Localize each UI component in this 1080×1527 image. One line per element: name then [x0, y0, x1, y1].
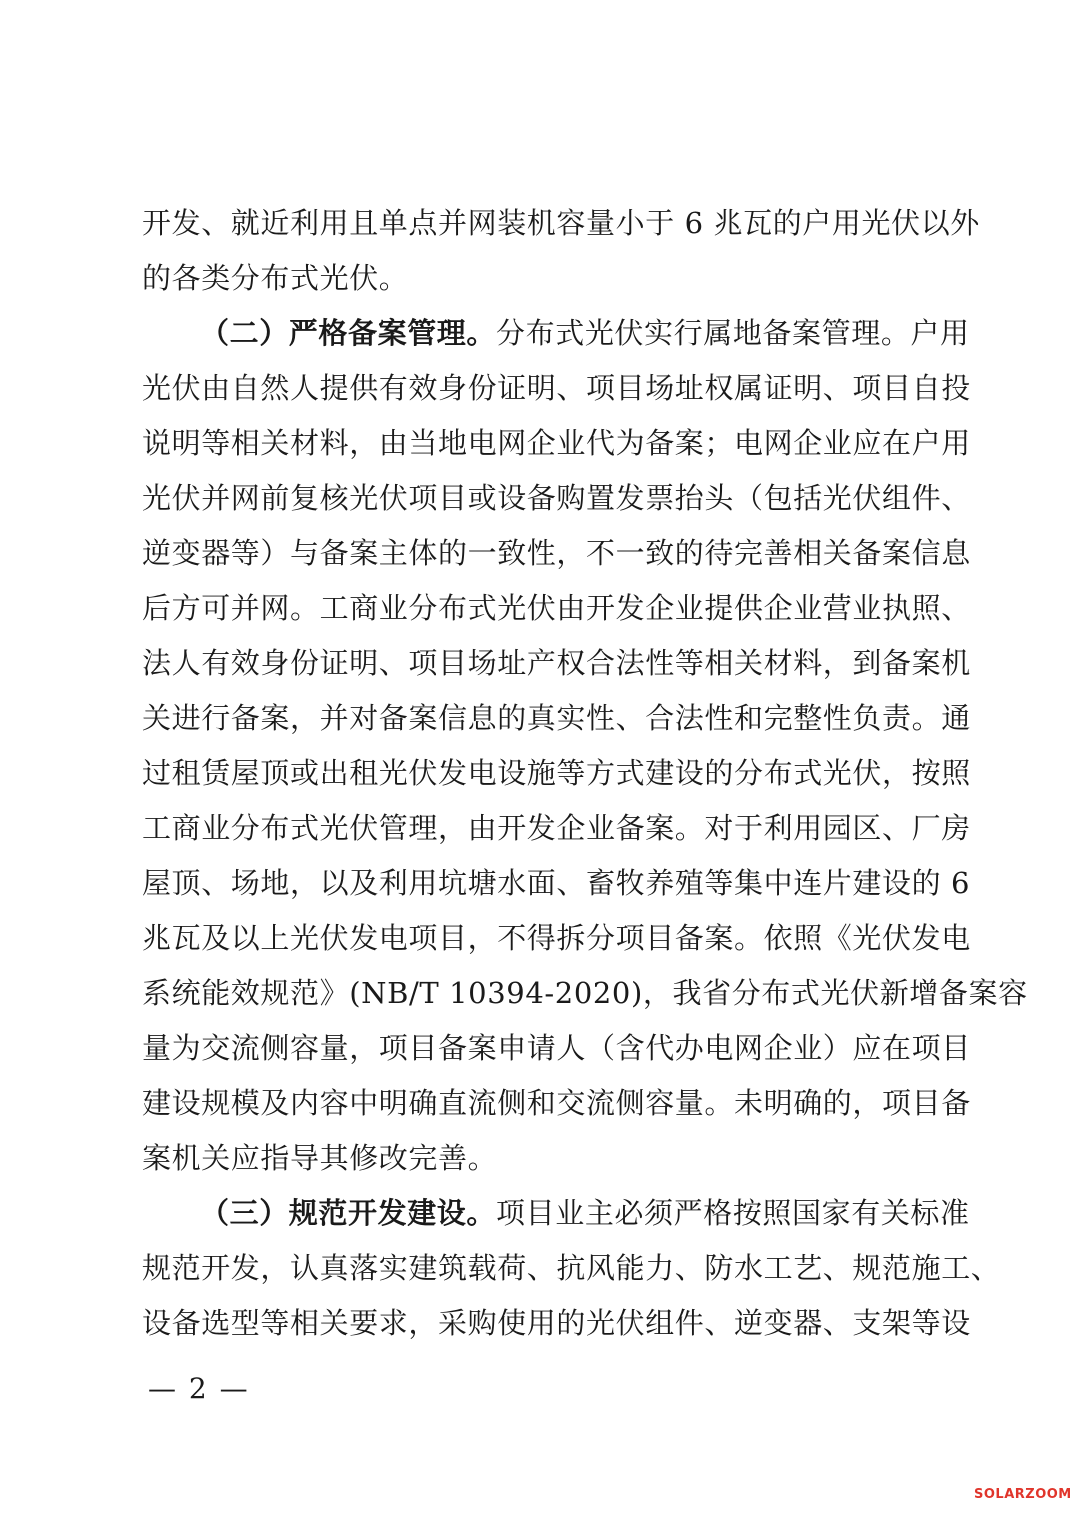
- body-line: 规范开发，认真落实建筑载荷、抗风能力、防水工艺、规范施工、: [142, 1251, 1001, 1285]
- body-line: 开发、就近利用且单点并网装机容量小于 6 兆瓦的户用光伏以外: [142, 206, 980, 240]
- body-line: 的各类分布式光伏。: [142, 261, 409, 295]
- body-line: 屋顶、场地，以及利用坑塘水面、畜牧养殖等集中连片建设的 6: [142, 866, 971, 900]
- body-line: 建设规模及内容中明确直流侧和交流侧容量。未明确的，项目备: [142, 1086, 971, 1120]
- body-line: 量为交流侧容量，项目备案申请人（含代办电网企业）应在项目: [142, 1031, 971, 1065]
- body-line-text: 分布式光伏实行属地备案管理。户用: [496, 316, 970, 350]
- body-line: 关进行备案，并对备案信息的真实性、合法性和完整性负责。通: [142, 701, 971, 735]
- section-2-heading: （二）严格备案管理。: [200, 316, 497, 350]
- body-line: 光伏由自然人提供有效身份证明、项目场址权属证明、项目自投: [142, 371, 971, 405]
- document-body: [142, 196, 1028, 1351]
- body-line: 后方可并网。工商业分布式光伏由开发企业提供企业营业执照、: [142, 591, 971, 625]
- body-line: 过租赁屋顶或出租光伏发电设施等方式建设的分布式光伏，按照: [142, 756, 971, 790]
- section-2-first-line: [142, 306, 970, 361]
- section-3-heading: （三）规范开发建设。: [200, 1196, 497, 1230]
- body-line: 系统能效规范》(NB/T 10394-2020)，我省分布式光伏新增备案容: [142, 976, 1028, 1010]
- body-line: 逆变器等）与备案主体的一致性，不一致的待完善相关备案信息: [142, 536, 971, 570]
- page-number: — 2 —: [148, 1372, 250, 1405]
- body-line-text: 项目业主必须严格按照国家有关标准: [496, 1196, 970, 1230]
- body-line: 工商业分布式光伏管理，由开发企业备案。对于利用园区、厂房: [142, 811, 971, 845]
- watermark: SOLARZOOM: [974, 1487, 1072, 1502]
- body-line: 设备选型等相关要求，采购使用的光伏组件、逆变器、支架等设: [142, 1306, 971, 1340]
- body-line: 案机关应指导其修改完善。: [142, 1141, 498, 1175]
- body-line: 兆瓦及以上光伏发电项目，不得拆分项目备案。依照《光伏发电: [142, 921, 971, 955]
- body-line: 光伏并网前复核光伏项目或设备购置发票抬头（包括光伏组件、: [142, 481, 971, 515]
- body-line: 说明等相关材料，由当地电网企业代为备案；电网企业应在户用: [142, 426, 971, 460]
- section-3-first-line: [142, 1186, 970, 1241]
- body-line: 法人有效身份证明、项目场址产权合法性等相关材料，到备案机: [142, 646, 971, 680]
